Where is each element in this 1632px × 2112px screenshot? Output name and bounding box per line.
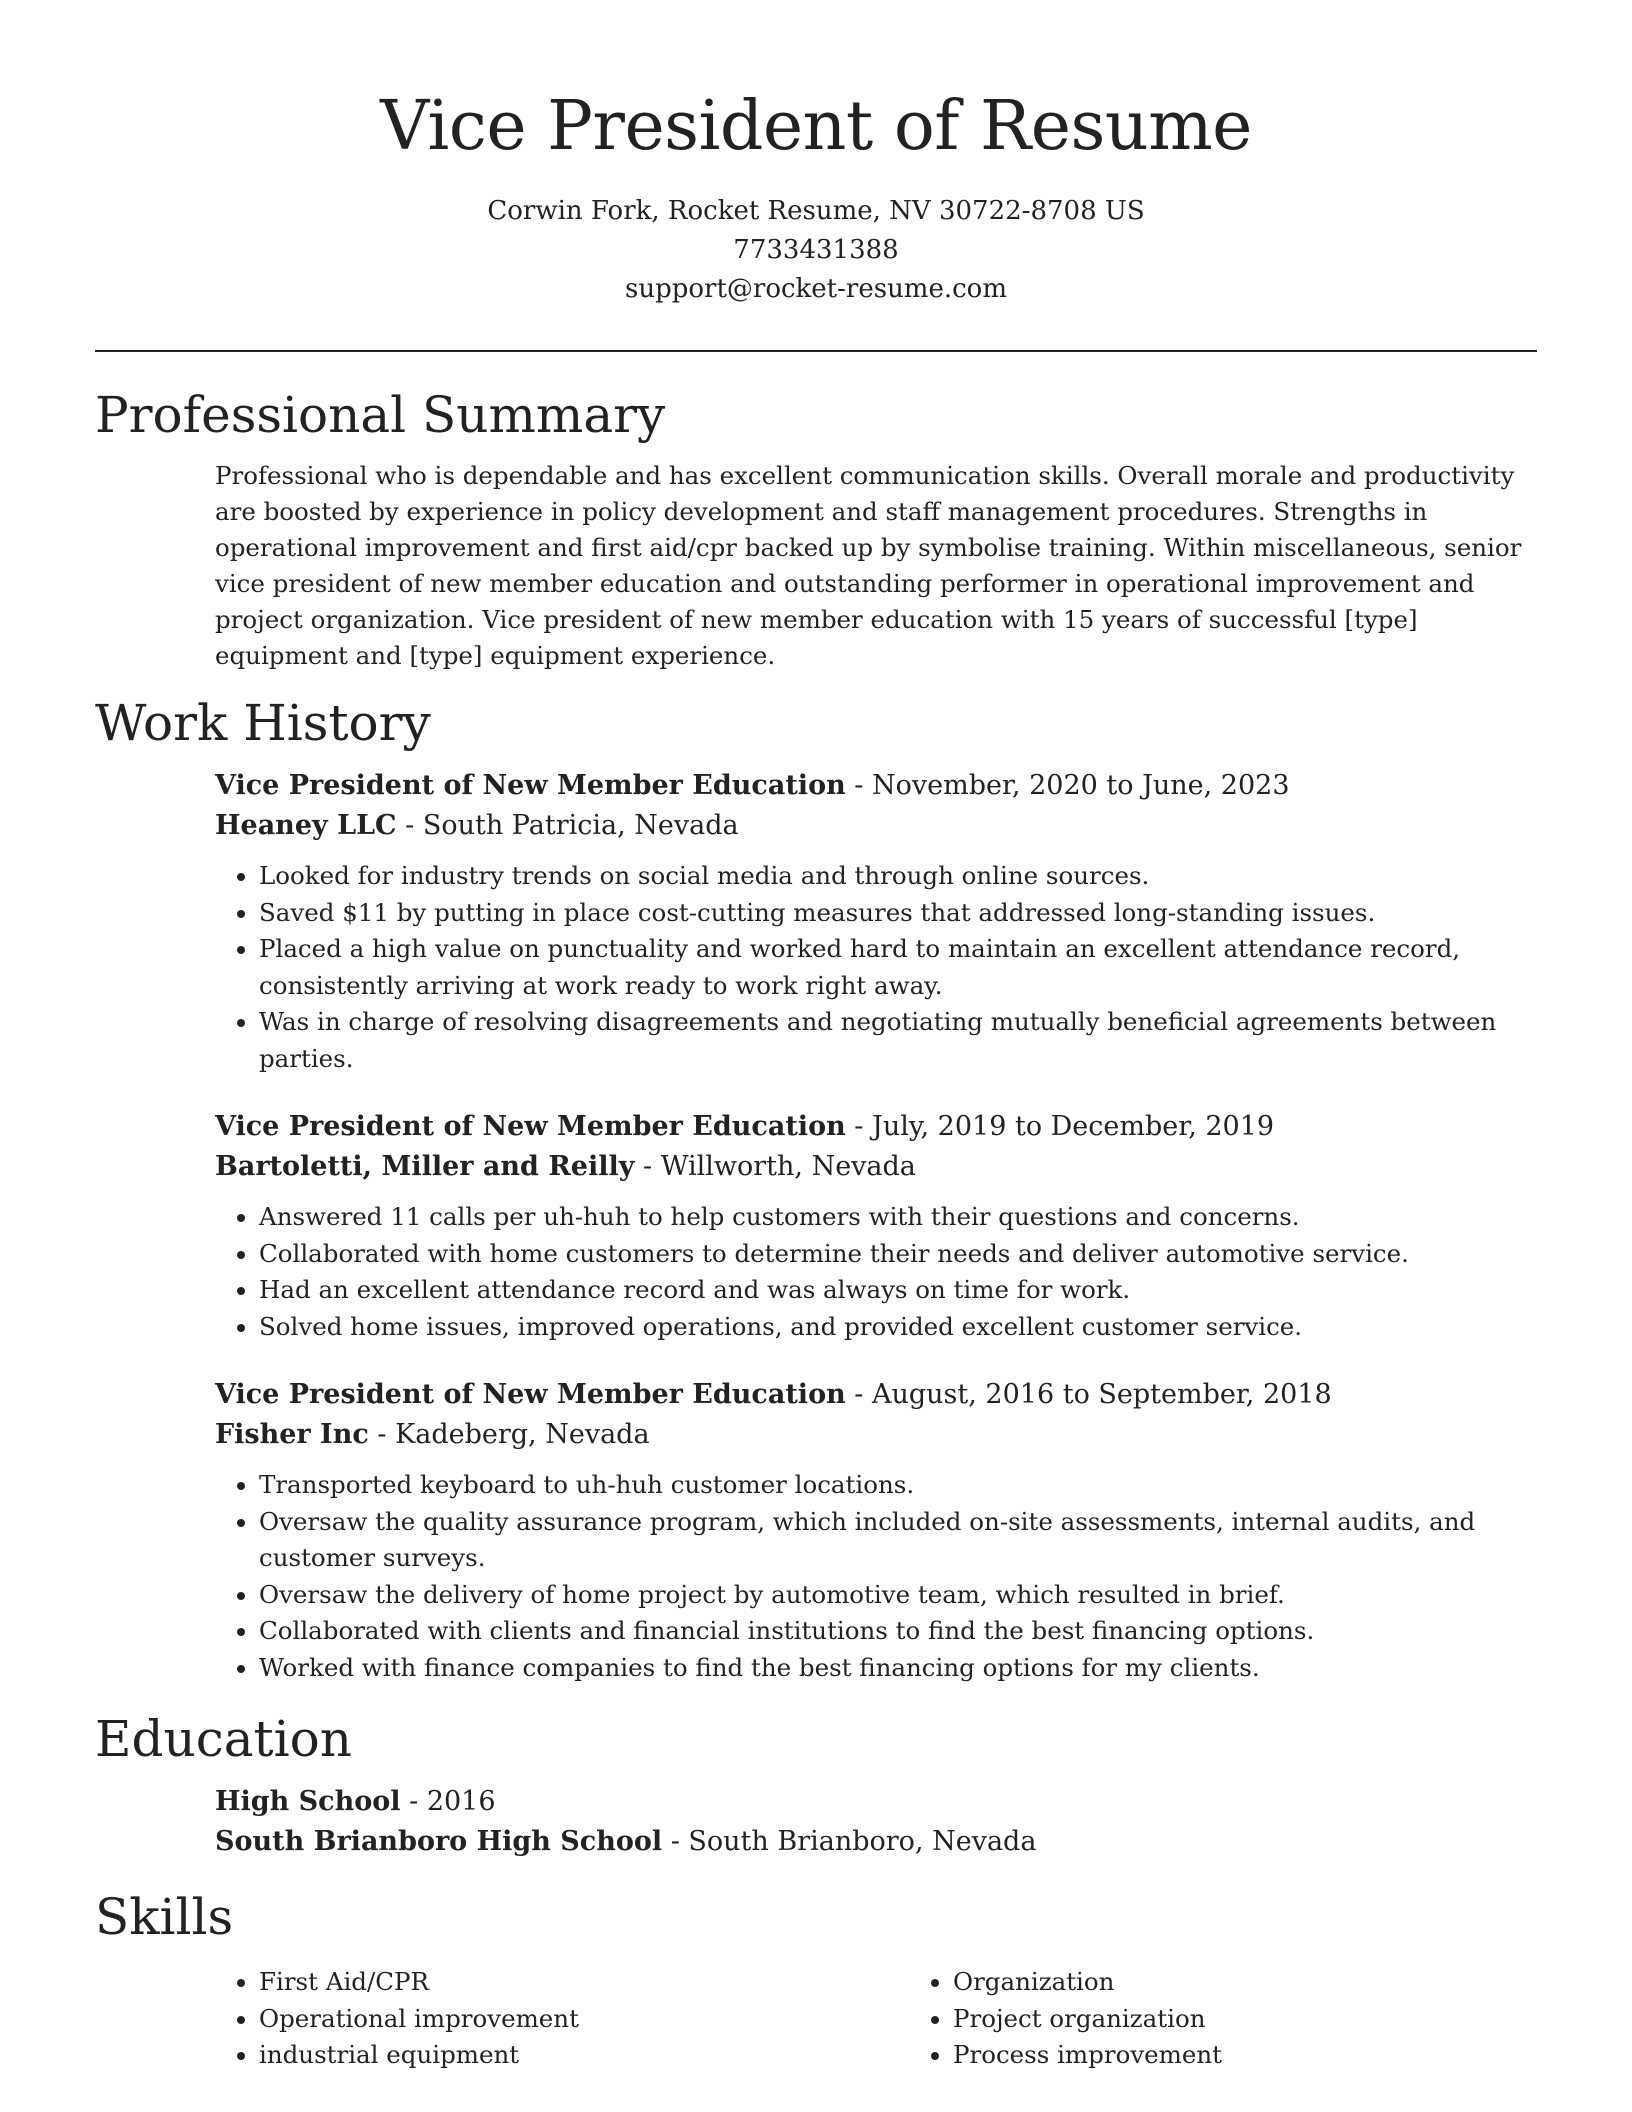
job-company-line [215, 1415, 1537, 1455]
education-degree: High School [215, 1786, 401, 1817]
resume-header [95, 0, 1537, 309]
list-item: • Project organization [953, 2001, 1603, 2038]
list-item: • First Aid/CPR [259, 1964, 909, 2001]
job-title: Vice President of New Member Education [215, 1111, 846, 1142]
job-dates: July, 2019 to December, 2019 [872, 1111, 1275, 1142]
list-item: • Oversaw the quality assurance program, which included on-site assessments, internal audits, and customer surveys. [259, 1504, 1537, 1577]
resume-name: Vice President of Resume [380, 87, 1252, 166]
job-title-line [215, 1107, 1537, 1147]
job-company-line [215, 1147, 1537, 1187]
job-company: Fisher Inc [215, 1419, 369, 1450]
education-year: 2016 [426, 1786, 496, 1817]
list-item: • Process improvement [953, 2037, 1603, 2074]
job-title-line [215, 1375, 1537, 1415]
job-company: Bartoletti, Miller and Reilly [215, 1151, 635, 1182]
education-heading: Education [95, 1710, 352, 1768]
job-bullets [215, 858, 1537, 1077]
education-school-line [215, 1822, 1537, 1862]
job-company: Heaney LLC [215, 810, 397, 841]
skills-heading: Skills [95, 1888, 234, 1946]
contact-phone: 7733431388 [733, 235, 899, 265]
job-bullets [215, 1199, 1537, 1345]
list-item: • Oversaw the delivery of home project by automotive team, which resulted in brief. [259, 1577, 1537, 1614]
list-item: • Had an excellent attendance record and was always on time for work. [259, 1272, 1537, 1309]
summary-section [95, 382, 1537, 674]
list-item: • Was in charge of resolving disagreements and negotiating mutually beneficial agreements between parties. [259, 1004, 1537, 1077]
job-company-line [215, 806, 1537, 846]
job-title-line [215, 766, 1537, 806]
job-bullets [215, 1467, 1537, 1686]
separator: - [845, 1111, 872, 1142]
list-item: • Operational improvement [259, 2001, 909, 2038]
contact-info [95, 192, 1537, 309]
job-location: Willworth, Nevada [660, 1151, 916, 1182]
separator: - [634, 1151, 661, 1182]
job-entry [215, 1107, 1537, 1345]
work-history-heading: Work History [95, 694, 431, 752]
separator: - [368, 1419, 396, 1450]
list-item: • Saved $11 by putting in place cost-cutting measures that addressed long-standing issues. [259, 895, 1537, 932]
skills-list-right [909, 1964, 1603, 2074]
list-item: • Collaborated with clients and financial institutions to find the best financing options. [259, 1613, 1537, 1650]
job-dates: August, 2016 to September, 2018 [872, 1379, 1332, 1410]
list-item: • Answered 11 calls per uh-huh to help customers with their questions and concerns. [259, 1199, 1537, 1236]
summary-text: Professional who is dependable and has excellent communication skills. Overall morale and productivity are boosted by experience in policy development and staff management procedures. Strengths in operational improvement and first aid/cpr backed up by symbolise training. Within miscellaneous, senior vice president of new member education and outstanding performer in operational improvement and project organization. Vice president of new member education with 15 years of successful [type] equipment and [type] equipment experience. [215, 461, 1522, 670]
list-item: • Worked with finance companies to find the best financing options for my clients. [259, 1650, 1537, 1687]
list-item: • Transported keyboard to uh-huh customer locations. [259, 1467, 1537, 1504]
list-item: • Solved home issues, improved operations, and provided excellent customer service. [259, 1309, 1537, 1346]
job-dates: November, 2020 to June, 2023 [872, 770, 1290, 801]
job-location: Kadeberg, Nevada [395, 1419, 650, 1450]
job-entry [215, 766, 1537, 1077]
work-history-section [95, 690, 1537, 1686]
separator: - [845, 1379, 872, 1410]
education-degree-line [215, 1782, 1537, 1822]
list-item: • Collaborated with home customers to determine their needs and deliver automotive service. [259, 1236, 1537, 1273]
education-location: South Brianboro, Nevada [688, 1826, 1037, 1857]
list-item: • Looked for industry trends on social media and through online sources. [259, 858, 1537, 895]
separator: - [662, 1826, 689, 1857]
list-item: • industrial equipment [259, 2037, 909, 2074]
contact-email: support@rocket-resume.com [624, 274, 1007, 304]
header-divider [95, 350, 1537, 352]
separator: - [400, 1786, 427, 1817]
job-entry [215, 1375, 1537, 1686]
list-item: • Organization [953, 1964, 1603, 2001]
education-school: South Brianboro High School [215, 1826, 663, 1857]
contact-address: Corwin Fork, Rocket Resume, NV 30722-8708 US [487, 196, 1145, 226]
separator: - [396, 810, 423, 841]
summary-heading: Professional Summary [95, 386, 666, 444]
job-title: Vice President of New Member Education [215, 770, 846, 801]
list-item: • Placed a high value on punctuality and worked hard to maintain an excellent attendance record, consistently arriving at work ready to work right away. [259, 931, 1537, 1004]
skills-list-left [215, 1964, 909, 2074]
education-section [95, 1706, 1537, 1862]
separator: - [845, 770, 872, 801]
job-title: Vice President of New Member Education [215, 1379, 846, 1410]
skills-section [95, 1884, 1537, 2074]
job-location: South Patricia, Nevada [422, 810, 739, 841]
skills-columns [215, 1964, 1537, 2074]
